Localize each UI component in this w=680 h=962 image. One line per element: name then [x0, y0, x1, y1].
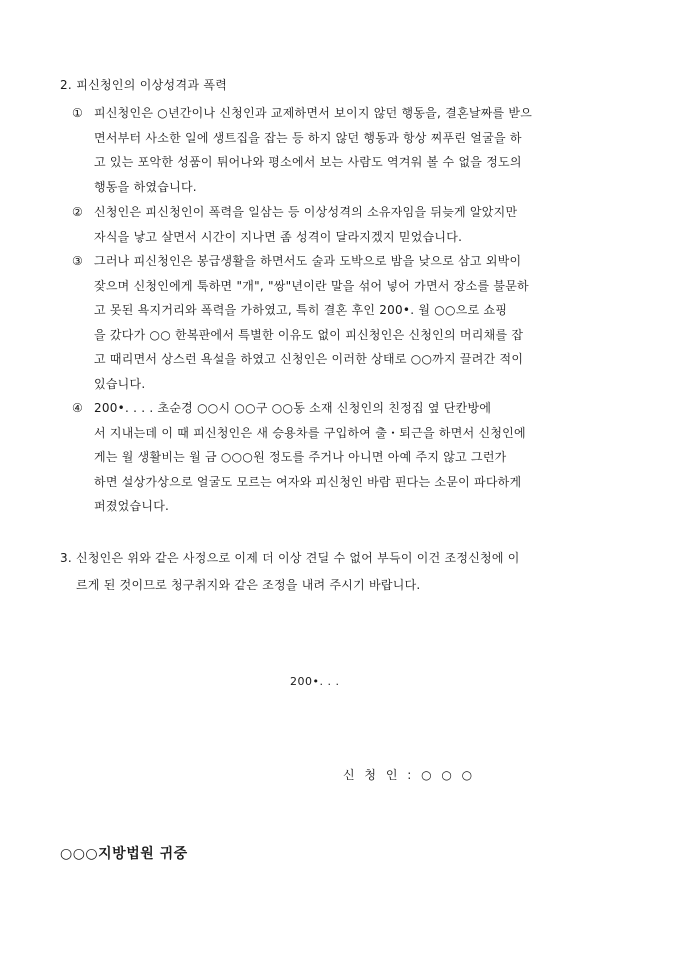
text-line: 자식을 낳고 살면서 시간이 지나면 좀 성격이 달라지겠지 믿었습니다. [94, 229, 463, 244]
document-date: 200•. . . [290, 675, 340, 688]
section-2-heading [60, 77, 227, 93]
text-line: 그러나 피신청인은 봉급생활을 하면서도 술과 도박으로 밤을 낮으로 삼고 외박이 [94, 254, 522, 268]
text-line: 잦으며 신청인에게 툭하면 "개", "쌍"년이란 말을 섞어 넣어 가면서 장소를 불문하 [94, 278, 529, 293]
text-line: 200•. . . . 초순경 ○○시 ○○구 ○○동 소재 신청인의 친정집 옆 단칸방에 [94, 401, 492, 415]
item-marker: ③ [72, 254, 84, 268]
section-3-paragraph [60, 545, 635, 599]
text-line: 퍼졌었습니다. [94, 499, 170, 514]
text-line: 을 갔다가 ○○ 한복판에서 특별한 이유도 없이 피신청인은 신청인의 머리채를 잡 [94, 327, 524, 342]
section-2-title: 피신청인의 이상성격과 폭력 [76, 78, 228, 92]
text-line: 서 지내는데 이 때 피신청인은 새 승용차를 구입하여 출・퇴근을 하면서 신청인에 [94, 425, 526, 440]
applicant-signature: 신 청 인 : ○ ○ ○ [343, 768, 476, 782]
text-line: 피신청인은 ○년간이나 신청인과 교제하면서 보이지 않던 행동을, 결혼날짜를 받으 [94, 106, 533, 120]
text-line: 하면 설상가상으로 얼굴도 모르는 여자와 피신청인 바람 핀다는 소문이 파다하게 [94, 474, 522, 489]
text-line: 면서부터 사소한 일에 생트집을 잡는 등 하지 않던 행동과 항상 찌푸린 얼굴을 하 [94, 130, 522, 145]
list-item-4 [72, 396, 632, 519]
item-text [94, 396, 632, 519]
section-2-number: 2. [60, 78, 73, 92]
text-line: 신청인은 위와 같은 사정으로 이제 더 이상 견딜 수 없어 부득이 이건 조정신청에 이 [76, 551, 520, 565]
text-line: 게는 월 생활비는 월 금 ○○○원 정도를 주거나 아니면 아예 주지 않고 그런가 [94, 450, 507, 465]
item-text [94, 249, 632, 397]
court-addressee: ○○○지방법원 귀중 [60, 846, 188, 862]
text-line: 고 때리면서 상스런 욕설을 하였고 신청인은 이러한 상태로 ○○까지 끌려간 적이 [94, 352, 524, 367]
list-item-3 [72, 249, 632, 397]
text-line: 고 못된 욕지거리와 폭력을 가하였고, 특히 결혼 후인 200•. 월 ○○으로 쇼핑 [94, 303, 508, 318]
item-text [94, 200, 632, 249]
item-text [94, 101, 632, 199]
text-line: 신청인은 피신청인이 폭력을 일삼는 등 이상성격의 소유자임을 뒤늦게 알았지만 [94, 205, 518, 219]
item-marker: ② [72, 205, 84, 219]
text-line: 고 있는 포악한 성품이 튀어나와 평소에서 보는 사람도 역겨워 볼 수 없을 정도의 [94, 155, 522, 170]
text-line: 르게 된 것이므로 청구취지와 같은 조정을 내려 주시기 바랍니다. [76, 578, 421, 592]
list-item-2 [72, 200, 632, 249]
text-line: 있습니다. [94, 376, 146, 391]
section-3-number: 3. [60, 551, 72, 565]
section-3-text [76, 545, 635, 599]
text-line: 행동을 하였습니다. [94, 179, 197, 194]
item-marker: ④ [72, 401, 84, 415]
list-item-1 [72, 101, 632, 199]
item-marker: ① [72, 106, 84, 120]
